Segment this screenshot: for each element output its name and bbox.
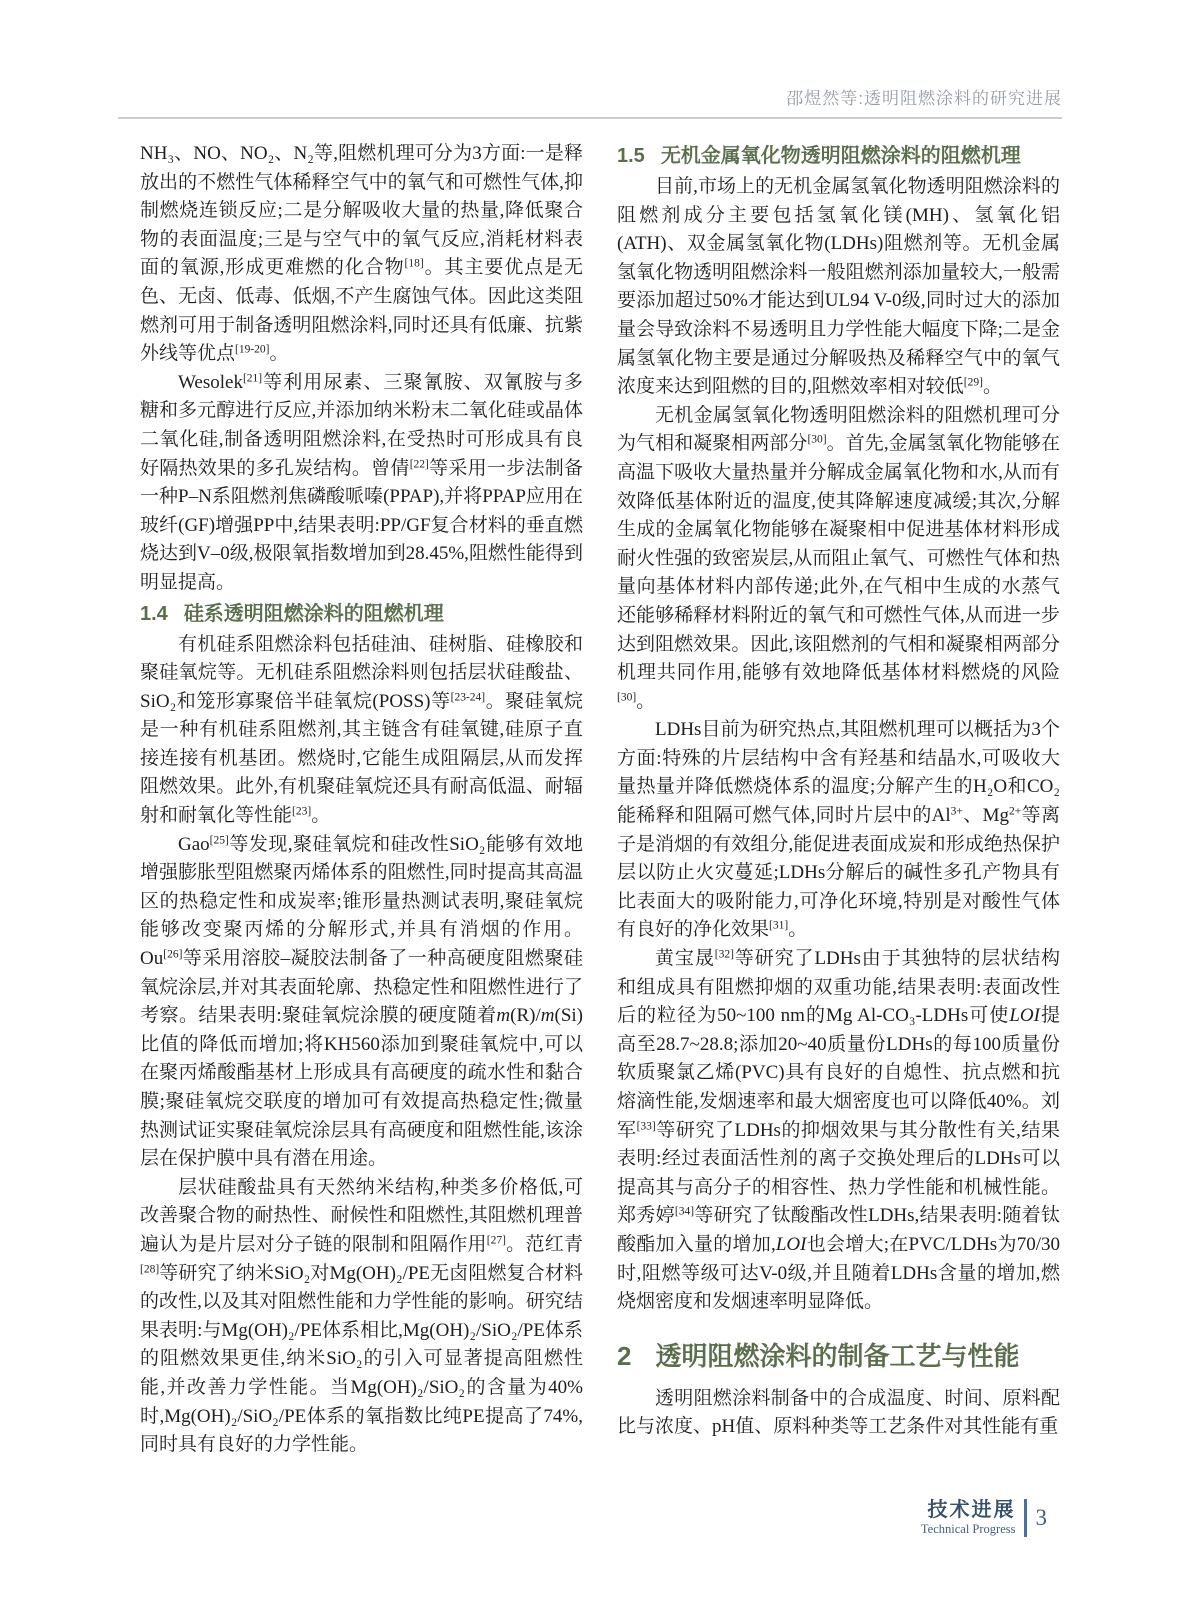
citation-ref: [28] [140,1263,160,1276]
citation-ref: [22] [409,458,429,471]
heading-title: 透明阻燃涂料的制备工艺与性能 [655,1340,1020,1371]
paragraph: Gao[25]等发现,聚硅氧烷和硅改性SiO₂能够有效地增强膨胀型阻燃聚丙烯体系的阻燃性,同时提高其高温区的热稳定性和成炭率;锥形量热测试表明,聚硅氧烷能够改变聚丙烯的分解形式,并具有消烟的作用。Ou[26]等采用溶胶–凝胶法制备了一种高硬度阻燃聚硅氧烷涂层,并对其表面轮廓、热稳定性和阻燃性进行了考察。结果表明:聚硅氧烷涂膜的硬度随着m(R)/m(Si)比值的降低而增加;将KH560添加到聚硅氧烷中,可以在聚丙烯酸酯基材上形成具有高硬度的疏水性和黏合膜;聚硅氧烷交联度的增加可有效提高热稳定性;微量热测试证实聚硅氧烷涂层具有高硬度和阻燃性能,该涂层在保护膜中具有潜在用途。 [140,833,583,1170]
page-footer [921,1499,1047,1537]
content-columns [140,140,1060,1460]
header-rule [118,117,1062,119]
citation-ref: [30] [617,691,637,704]
citation-ref: [29] [963,376,983,389]
left-column [140,140,583,1460]
paragraph: 层状硅酸盐具有天然纳米结构,种类多价格低,可改善聚合物的耐热性、耐候性和阻燃性,其阻燃机理普遍认为是片层对分子链的限制和阻隔作用[27]。范红青[28]等研究了纳米SiO₂对Mg(OH)₂/PE无卤阻燃复合材料的改性,以及其对阻燃性能和力学性能的影响。研究结果表明:与Mg(OH)₂/PE体系相比,Mg(OH)₂/SiO₂/PE体系的阻燃效果更佳,纳米SiO₂的引入可显著提高阻燃性能,并改善力学性能。当Mg(OH)₂/SiO₂的含量为40%时,Mg(OH)₂/SiO₂/PE体系的氧指数比纯PE提高了74%,同时具有良好的力学性能。 [140,1176,583,1456]
citation-ref: [32] [714,948,734,961]
paragraph: NH₃、NO、NO₂、N₂等,阻燃机理可分为3方面:一是释放出的不燃性气体稀释空气中的氧气和可燃性气体,抑制燃烧连锁反应;二是分解吸收大量的热量,降低聚合物的表面温度;三是与空气中的氧气反应,消耗材料表面的氧源,形成更难燃的化合物[18]。其主要优点是无色、无卤、低毒、低烟,不产生腐蚀气体。因此这类阻燃剂可用于制备透明阻燃涂料,同时还具有低廉、抗紫外线等优点[19-20]。 [140,143,583,365]
right-column [617,140,1060,1460]
subsection-heading [617,142,1060,170]
running-title: 邵煜然等:透明阻燃涂料的研究进展 [786,89,1062,108]
citation-ref: 2+ [1009,805,1022,818]
section-heading [617,1339,1060,1373]
citation-ref: [26] [163,948,183,961]
citation-ref: [19-20] [235,343,270,356]
footer-section-label-zh: 技术进展 [927,1499,1016,1521]
italic-term: LOI [775,1233,807,1255]
citation-ref: 3+ [950,805,963,818]
paragraph: 无机金属氢氧化物透明阻燃涂料的阻燃机理可分为气相和凝聚相两部分[30]。首先,金属氢氧化物能够在高温下吸收大量热量并分解成金属氧化物和水,从而有效降低基体附近的温度,使其降解速度减缓;其次,分解生成的金属氧化物能够在凝聚相中促进基体材料形成耐火性强的致密炭层,从而阻止氧气、可燃性气体和热量向基体材料内部传递;此外,在气相中生成的水蒸气还能够稀释材料附近的氧气和可燃性气体,从而进一步达到阻燃效果。因此,该阻燃剂的气相和凝聚相两部分机理共同作用,能够有效地降低基体材料燃烧的风险[30]。 [617,404,1060,712]
citation-ref: [34] [674,1205,695,1218]
heading-number: 1.5 [617,145,645,167]
paragraph: 目前,市场上的无机金属氢氧化物透明阻燃涂料的阻燃剂成分主要包括氢氧化镁(MH)、氢氧化铝(ATH)、双金属氢氧化物(LDHs)阻燃剂等。无机金属氢氧化物透明阻燃涂料一般阻燃剂添加量较大,一般需要添加超过50%才能达到UL94 V-0级,同时过大的添加量会导致涂料不易透明且力学性能大幅度下降;二是金属氢氧化物主要是通过分解吸热及稀释空气中的氧气浓度来达到阻燃的目的,阻燃效率相对较低[29]。 [617,176,1060,398]
page-number: 3 [1035,1505,1047,1530]
citation-ref: [30] [807,433,827,446]
heading-title: 硅系透明阻燃涂料的阻燃机理 [183,602,444,625]
heading-title: 无机金属氧化物透明阻燃涂料的阻燃机理 [660,145,1021,167]
citation-ref: [18] [404,257,424,270]
heading-number: 2 [617,1340,632,1371]
heading-number: 1.4 [140,602,168,625]
paragraph: 透明阻燃涂料制备中的合成温度、时间、原料配比与浓度、pH值、原料种类等工艺条件对其性能有重 [617,1387,1060,1438]
citation-ref: [25] [209,834,229,847]
citation-ref: [33] [636,1120,656,1133]
paragraph: Wesolek[21]等利用尿素、三聚氰胺、双氰胺与多糖和多元醇进行反应,并添加纳米粉末二氧化硅或晶体二氧化硅,制备透明阻燃涂料,在受热时可形成具有良好隔热效果的多孔炭结构。曾倩[22]等采用一步法制备一种P–N系阻燃剂焦磷酸哌嗪(PPAP),并将PPAP应用在玻纤(GF)增强PP中,结果表明:PP/GF复合材料的垂直燃烧达到V–0级,极限氧指数增加到28.45%,阻燃性能得到明显提高。 [140,371,583,593]
footer-section-label-en: Technical Progress [920,1522,1016,1536]
citation-ref: [21] [242,372,263,385]
citation-ref: [23] [292,805,312,818]
italic-term: m [540,1005,555,1027]
citation-ref: [23-24] [450,691,486,704]
paragraph: LDHs目前为研究热点,其阻燃机理可以概括为3个方面:特殊的片层结构中含有羟基和结晶水,可吸收大量热量并降低燃烧体系的温度;分解产生的H₂O和CO₂能稀释和阻隔可燃气体,同时片层中的$Al^{3+}$、$Mg^{2+}$等离子是消烟的有效组分,能促进表面成炭和形成绝热保护层以防止火灾蔓延;LDHs分解后的碱性多孔产物具有比表面大的吸附能力,可净化环境,特别是对酸性气体有良好的净化效果[31]。 [617,719,1060,941]
paragraph: 黄宝晟[32]等研究了LDHs由于其独特的层状结构和组成具有阻燃抑烟的双重功能,结果表明:表面改性后的粒径为50~100 nm的Mg Al-CO₃-LDHs可使LOI提高至28.7~28.8;添加20~40质量份LDHs的每100质量份软质聚氯乙烯(PVC)具有良好的自熄性、抗点燃和抗熔滴性能,发烟速率和最大烟密度也可以降低40%。刘军[33]等研究了LDHs的抑烟效果与其分散性有关,结果表明:经过表面活性剂的离子交换处理后的LDHs可以提高其与高分子的相容性、热力学性能和机械性能。郑秀婷[34]等研究了钛酸酯改性LDHs,结果表明:随着钛酸酯加入量的增加,LOI也会增大;在PVC/LDHs为70/30时,阻燃等级可达V-0级,并且随着LDHs含量的增加,燃烧烟密度和发烟速率明显降低。 [617,948,1060,1313]
running-header [118,84,1062,109]
italic-term: LOI [1009,1005,1040,1027]
footer-section-labels [921,1499,1024,1537]
subsection-heading [140,600,583,628]
citation-ref: [27] [486,1234,506,1247]
paragraph: 有机硅系阻燃涂料包括硅油、硅树脂、硅橡胶和聚硅氧烷等。无机硅系阻燃涂料则包括层状硅酸盐、SiO₂和笼形寡聚倍半硅氧烷(POSS)等[23-24]。聚硅氧烷是一种有机硅系阻燃剂,其主链含有硅氧键,硅原子直接连接有机基团。燃烧时,它能生成阻隔层,从而发挥阻燃效果。此外,有机聚硅氧烷还具有耐高低温、耐辐射和耐氧化等性能[23]。 [140,633,583,827]
citation-ref: [31] [769,919,789,932]
italic-term: m [496,1005,511,1027]
